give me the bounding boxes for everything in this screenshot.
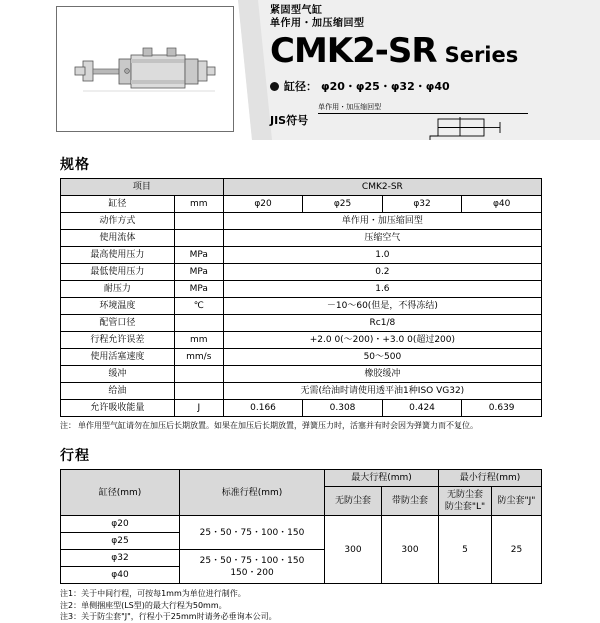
spec-row-unit (174, 315, 223, 332)
table-row (61, 516, 542, 533)
stroke-header-bore: 缸径(mm) (61, 470, 180, 516)
spec-cell: 50～500 (223, 349, 541, 366)
stroke-header-max-nodust: 无防尘套 (325, 487, 382, 516)
stroke-header-min-nodust-l2: 防尘套"L" (444, 502, 486, 512)
spec-cell: 0.639 (462, 400, 542, 417)
stroke-bore: φ40 (61, 567, 180, 584)
spec-cell: －10～60(但是，不得冻结) (223, 298, 541, 315)
table-row (61, 332, 542, 349)
spec-row-label: 配管口径 (61, 315, 175, 332)
spec-row-unit (174, 366, 223, 383)
spec-cell: φ32 (382, 196, 462, 213)
spec-cell: φ20 (223, 196, 303, 213)
spec-row-label: 缓冲 (61, 366, 175, 383)
spec-cell: φ25 (303, 196, 383, 213)
spec-row-label: 最高使用压力 (61, 247, 175, 264)
spec-row-unit: ℃ (174, 298, 223, 315)
stroke-note-3: 注3：关于防尘套"J"，行程小于25mm时请务必垂询本公司。 (60, 612, 277, 621)
table-header-row (61, 470, 542, 487)
spec-cell: 0.308 (303, 400, 383, 417)
header-subtitle-line2: 单作用・加压缩回型 (270, 18, 365, 29)
spec-cell: 0.166 (223, 400, 303, 417)
spec-row-unit: J (174, 400, 223, 417)
header-subtitle-line1: 紧固型气缸 (270, 5, 323, 16)
table-header-row (61, 179, 542, 196)
product-title: CMK2-SR (270, 31, 437, 71)
jis-caption: 单作用・加压缩回型 (318, 102, 528, 114)
spec-table (60, 178, 542, 417)
cylinder-illustration (57, 7, 233, 131)
stroke-bore: φ20 (61, 516, 180, 533)
stroke-max-nodust: 300 (325, 516, 382, 584)
spec-row-label: 缸径 (61, 196, 175, 213)
stroke-standard-1: 25・50・75・100・150 (180, 516, 325, 550)
spec-row-label: 使用流体 (61, 230, 175, 247)
table-row (61, 196, 542, 213)
spec-note-label: 注： (60, 421, 76, 430)
title-block (270, 4, 595, 140)
spec-row-label: 环境温度 (61, 298, 175, 315)
stroke-header-standard: 标准行程(mm) (180, 470, 325, 516)
spec-row-unit: mm/s (174, 349, 223, 366)
stroke-bore: φ32 (61, 550, 180, 567)
stroke-header-max: 最大行程(mm) (325, 470, 439, 487)
spec-row-unit: MPa (174, 264, 223, 281)
table-row (61, 366, 542, 383)
spec-row-unit: MPa (174, 281, 223, 298)
bore-row (270, 78, 595, 94)
spec-row-unit (174, 230, 223, 247)
bore-values: φ20・φ25・φ32・φ40 (321, 80, 450, 93)
spec-row-label: 最低使用压力 (61, 264, 175, 281)
stroke-header-max-dust: 带防尘套 (382, 487, 439, 516)
spec-cell: Rc1/8 (223, 315, 541, 332)
jis-symbol-box (318, 102, 528, 140)
stroke-standard-2-l1: 25・50・75・100・150 (199, 555, 305, 566)
stroke-min-dust: 25 (491, 516, 541, 584)
spec-row-unit (174, 383, 223, 400)
spec-row-label: 耐压力 (61, 281, 175, 298)
table-row (61, 213, 542, 230)
spec-row-label: 行程允许误差 (61, 332, 175, 349)
stroke-max-dust: 300 (382, 516, 439, 584)
stroke-table (60, 469, 542, 584)
product-title-row (270, 32, 595, 74)
spec-cell: 0.424 (382, 400, 462, 417)
bullet-icon (270, 82, 279, 91)
spec-cell: φ40 (462, 196, 542, 213)
spec-row-unit: mm (174, 332, 223, 349)
spec-row-unit (174, 213, 223, 230)
stroke-section-title: 行程 (60, 448, 90, 464)
spec-row-unit: mm (174, 196, 223, 213)
table-row (61, 349, 542, 366)
stroke-note-1: 注1：关于中间行程，可按每1mm为单位进行制作。 (60, 589, 246, 598)
spec-cell: 橡胶缓冲 (223, 366, 541, 383)
stroke-standard-2 (180, 550, 325, 584)
product-photo (56, 6, 234, 132)
stroke-note-2: 注2：单侧捆座型(LS型)的最大行程为50mm。 (60, 600, 227, 610)
spec-cell: 压缩空气 (223, 230, 541, 247)
table-row (61, 281, 542, 298)
page-header (0, 0, 600, 140)
table-row (61, 264, 542, 281)
spec-cell: 单作用・加压缩回型 (223, 213, 541, 230)
series-label: Series (444, 43, 519, 67)
stroke-bore: φ25 (61, 533, 180, 550)
table-row (61, 298, 542, 315)
spec-row-label: 给油 (61, 383, 175, 400)
spec-note (60, 420, 542, 431)
table-row (61, 315, 542, 332)
jis-label: JIS符号 (270, 114, 309, 127)
spec-header-model: CMK2-SR (223, 179, 541, 196)
stroke-min-nodust: 5 (439, 516, 492, 584)
stroke-header-min-nodust-l1: 无防尘套 (446, 490, 483, 500)
jis-row (270, 102, 595, 140)
stroke-header-min: 最小行程(mm) (439, 470, 542, 487)
spec-row-label: 允许吸收能量 (61, 400, 175, 417)
bore-label: 缸径： (284, 80, 317, 93)
stroke-header-min-dust: 防尘套"J" (491, 487, 541, 516)
table-row (61, 230, 542, 247)
stroke-standard-2-l2: 150・200 (230, 567, 274, 578)
spec-cell: 无需(给油时请使用透平油1种ISO VG32) (223, 383, 541, 400)
spec-section-title: 规格 (60, 157, 90, 173)
spec-cell: 1.6 (223, 281, 541, 298)
table-row (61, 383, 542, 400)
table-row (61, 400, 542, 417)
spec-cell: 0.2 (223, 264, 541, 281)
spec-row-label: 动作方式 (61, 213, 175, 230)
stroke-header-min-nodust (439, 487, 492, 516)
spec-cell: 1.0 (223, 247, 541, 264)
spec-header-item: 项目 (61, 179, 224, 196)
stroke-notes (60, 588, 542, 623)
spec-cell: +2.0 0(～200)・+3.0 0(超过200) (223, 332, 541, 349)
table-row (61, 247, 542, 264)
spec-note-text: 单作用型气缸请勿在加压后长期放置。如果在加压后长期放置，弹簧压力时，活塞并有时会因为弹簧力而不复位。 (78, 421, 478, 430)
spec-row-unit: MPa (174, 247, 223, 264)
jis-symbol-graphic (318, 115, 528, 140)
spec-row-label: 使用活塞速度 (61, 349, 175, 366)
